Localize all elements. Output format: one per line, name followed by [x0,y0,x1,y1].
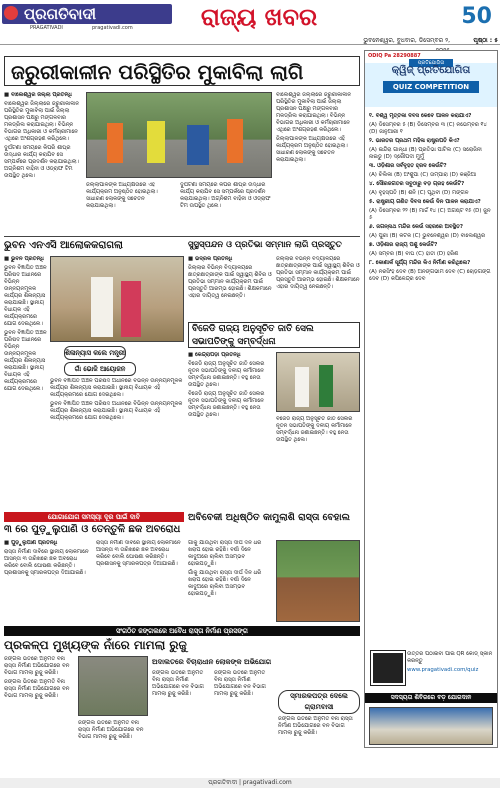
quiz-options[interactable]: (A) ଇନ୍ଦିରା ଗାନ୍ଧୀ (B) ପ୍ରତିଭା ପାଟିଲ (C) ସରୋଜିନୀ ନାଇଡୁ (D) ଦ୍ରୌପଦୀ ମୁର୍ମୁ [369,147,482,160]
lead-column-2 [86,182,176,232]
story7-column-4 [214,670,274,776]
story6-text-b: ଗାଁକୁ ଯାଉଥିବା ରାସ୍ତା ଦୀର୍ଘ ଦିନ ଧରି ଖରାପ ହୋଇ ରହିଛି। ବର୍ଷା ଦିନେ କାଦୁଅରେ ଚାଲିବା ଅସମ୍ଭବ ହୋଇପଡ଼ୁଛି। [188,570,262,597]
story3-column-1 [188,256,272,320]
brand-logo[interactable] [2,4,172,24]
story4-column-1 [188,352,272,506]
story3-headline: ସୁସ୍ଥସ୍ପନ୍ଦନ ଓ ପ୍ରତିଭା ସମ୍ମାନ ଲାଗି ପ୍ରସ୍ତୁତ [188,240,342,250]
brand-name: ପ୍ରଗତିବାଦୀ [24,5,97,23]
story7-text-d: ଜଙ୍ଗଲ ଭିତରେ ଅନୁମତି ବିନା ରାସ୍ତା ନିର୍ମାଣ ଅଭିଯୋଗରେ ବନ ବିଭାଗ ମାମଲା ରୁଜୁ କରିଛି। [152,670,204,697]
page-footer: ପ୍ରଗତିବାଦୀ | pragativadi.com [0,778,500,788]
story5-kicker: ଯୋଗାଯୋଗ ସମସ୍ୟା ଦୂର ପାଇଁ ଦାବି [4,512,184,522]
story7-subhead: ଅଦାଲତରେ ବିଚାରାଧୀନ ଲୋକଙ୍କ ଅଭିଯୋଗ [152,658,272,666]
quiz-title: କ୍ୱିଜ୍ ପ୍ରତିଯୋଗିତା [391,65,471,76]
quiz-question: ୩. ଓଡ଼ିଶାର ସର୍ବବୃହତ ହ୍ରଦ କେଉଁଟି? [369,163,447,169]
story5-column-2 [96,540,184,622]
banner-standee [187,125,209,165]
story7-headline: ପ୍ରକଳ୍ପ ମୁଖ୍ୟଙ୍କ ନାଁରେ ମାମଲା ରୁଜୁ [4,638,187,652]
story4-text-b: ବିଜେଡି ରାଜ୍ୟ ଅନୁସୂଚିତ ଜାତି ସେଲର ନୂତନ ସଭାପତିଙ୍କୁ ଦଳୀୟ କର୍ମୀମାନେ ସମ୍ବର୍ଦ୍ଧନା ଜଣାଇଛନ୍ତି। ବହୁ ନେତା ଉପସ୍ଥିତ ଥିଲେ। [188,391,265,418]
person-figure [91,277,113,337]
story3-text-b: ଜିଲ୍ଲାର ବିଭିନ୍ନ ବିଦ୍ୟାଳୟରେ ଛାତ୍ରଛାତ୍ରୀଙ୍କ ପାଇଁ ସ୍ୱାସ୍ଥ୍ୟ ଶିବିର ଓ ପ୍ରତିଭା ସମ୍ମାନ କାର୍ଯ୍ୟକ୍ରମ ପାଇଁ ପ୍ରସ୍ତୁତି ଆରମ୍ଭ ହୋଇଛି। ଶିକ୍ଷକମାନେ ଏହାର ଦାୟିତ୍ୱ ନେଇଛନ୍ତି। [276,256,360,290]
story4-text-c: ବିଜେଡି ରାଜ୍ୟ ଅନୁସୂଚିତ ଜାତି ସେଲର ନୂତନ ସଭାପତିଙ୍କୁ ଦଳୀୟ କର୍ମୀମାନେ ସମ୍ବର୍ଦ୍ଧନା ଜଣାଇଛନ୍ତି। ବହୁ ନେତା ଉପସ୍ଥିତ ଥିଲେ। [276,416,353,443]
story3-text: ଜିଲ୍ଲାର ବିଭିନ୍ନ ବିଦ୍ୟାଳୟରେ ଛାତ୍ରଛାତ୍ରୀଙ୍କ ପାଇଁ ସ୍ୱାସ୍ଥ୍ୟ ଶିବିର ଓ ପ୍ରତିଭା ସମ୍ମାନ କାର୍ଯ୍ୟକ୍ରମ ପାଇଁ ପ୍ରସ୍ତୁତି ଆରମ୍ଭ ହୋଇଛି। ଶିକ୍ଷକମାନେ ଏହାର ଦାୟିତ୍ୱ ନେଇଛନ୍ତି। [188,265,272,299]
quiz-question: ୭. ଓଡ଼ିଶାର ରାଜ୍ୟ ପଶୁ କେଉଁଟି? [369,242,438,248]
issue-date: ଭୁବନେଶ୍ୱର, ବୁଧବାର, ଡିସେମ୍ବର ୨, [363,37,450,44]
person-figure [319,365,333,407]
story4-headline: ବିଜେଡି ରାଜ୍ୟ ଅନୁସୂଚିତ ଜାତି ସେଲ ସଭାପତିଙ୍କୁ ସମ୍ବର୍ଦ୍ଧନା [188,322,360,348]
story3-byline: ■ ଭଦ୍ରକ ପ୍ରତିନିଧି [188,256,233,262]
quiz-question: ୪. ସୌରଜଗତର ସବୁଠାରୁ ବଡ଼ ଗ୍ରହ କେଉଁଟି? [369,181,465,187]
anniversary-badge: 50 [461,4,492,29]
story2-pill-2: ଗାଁ ଭୋଜି ଆୟୋଜନ [64,362,136,376]
story5-byline: ■ ପୁଡ଼ୁଲୁପାଣି ପ୍ରତିନିଧି [4,540,58,546]
story3-column-2 [276,256,360,320]
rescue-worker-figure [227,119,243,163]
quiz-cta: ଉତ୍ତର ପଠାଇବା ପାଇଁ QR କୋଡ୍ ସ୍କାନ କରନ୍ତୁ [407,651,493,664]
quiz-cta-box [407,651,493,681]
quiz-options[interactable]: (A) ସମ୍ବର (B) ବାଘ (C) ହାତୀ (D) ହରିଣ [369,251,459,257]
story4-byline: ■ କେନ୍ଦ୍ରାପଡ଼ା ପ୍ରତିନିଧି [188,352,241,358]
quiz-label: QUIZ COMPETITION [383,81,479,93]
quiz-options[interactable]: (A) ପୁରୀ (B) କଟକ (C) ଭୁବନେଶ୍ୱର (D) ବାଲେଶ୍ୱର [369,233,486,239]
story2-text-c: ଭୁବନ ବିଜ୍ଞାପିତ ଅଞ୍ଚଳ ପରିଷଦ ଅଧୀନରେ ବିଭିନ୍ନ ଉନ୍ନୟନମୂଳକ କାର୍ଯ୍ୟର ଶିଳାନ୍ୟାସ କରାଯାଇଛି। ସ୍ଥାନୀୟ ବିଧାୟକ ଏହି କାର୍ଯ୍ୟକ୍ରମରେ ଯୋଗ ଦେଇଥିଲେ। [50,378,183,398]
story5-text: ରାସ୍ତା ନିର୍ମାଣ ଦାବିରେ ସ୍ଥାନୀୟ ଲୋକମାନେ ଆସନ୍ତା ୩ ତାରିଖରେ ଛକ ଅବରୋଧ କରିବେ ବୋଲି ଘୋଷଣା କରିଛନ୍ତି। ପ୍ରଶାସନକୁ ସ୍ମାରକପତ୍ର ଦିଆଯାଇଛି। [4,549,89,576]
story7-column-5 [278,716,360,776]
story2-text-b: ଭୁବନ ବିଜ୍ଞାପିତ ଅଞ୍ଚଳ ପରିଷଦ ଅଧୀନରେ ବିଭିନ୍ନ ଉନ୍ନୟନମୂଳକ କାର୍ଯ୍ୟର ଶିଳାନ୍ୟାସ କରାଯାଇଛି। ସ୍ଥାନୀୟ ବିଧାୟକ ଏହି କାର୍ଯ୍ୟକ୍ରମରେ ଯୋଗ ଦେଇଥିଲେ। [4,330,47,392]
quiz-bottom-banner: ସଦସ୍ୟତା ଶିବିରରେ ବଡ଼ ଯୋଗଦାନ [365,693,497,703]
lead-text-2: ଦୁର୍ଘଟଣା ସମୟରେ କିପରି ଶୀଘ୍ର ଉଦ୍ଧାର କାର୍ଯ୍ୟ କରାଯିବ ସେ ସମ୍ପର୍କରେ ପ୍ରଦର୍ଶନ କରାଯାଇଥିଲା। ଅଗ୍ନିଶମ ବାହିନୀ ଓ ଓଡ୍ରାଫ ଟିମ ଉପସ୍ଥିତ ଥିଲେ। [4,145,79,179]
story7-photo [78,656,148,716]
story7-kicker: ସଂଗଠିତ ଜଙ୍ଗଲରେ ଅବୈଧ ରାସ୍ତା ନିର୍ମାଣ ପ୍ରସଙ୍ଗ [4,626,360,636]
brand-logo-icon [4,6,18,20]
quiz-questions [369,113,495,583]
story7-column-2 [78,720,148,776]
story2-text-d: ଭୁବନ ବିଜ୍ଞାପିତ ଅଞ୍ଚଳ ପରିଷଦ ଅଧୀନରେ ବିଭିନ୍ନ ଉନ୍ନୟନମୂଳକ କାର୍ଯ୍ୟର ଶିଳାନ୍ୟାସ କରାଯାଇଛି। ସ୍ଥାନୀୟ ବିଧାୟକ ଏହି କାର୍ଯ୍ୟକ୍ରମରେ ଯୋଗ ଦେଇଥିଲେ। [50,401,183,421]
lead-text-1b: ବାଲେଶ୍ୱର ଜିଲ୍ଲାରେ ଜରୁରୀକାଳୀନ ପରିସ୍ଥିତିର ମୁକାବିଲା ପାଇଁ ଜିଲ୍ଲା ପ୍ରଶାସନ ପକ୍ଷରୁ ମଙ୍ଗଳବାର ମକଡ୍ରିଲ କରାଯାଇଥିଲା। ବିଭିନ୍ନ ବିଭାଗର ଅଧିକାରୀ ଓ କର୍ମଚାରୀମାନେ ଏଥିରେ ଅଂଶଗ୍ରହଣ କରିଥିଲେ। [276,92,351,133]
story5-text-b: ରାସ୍ତା ନିର୍ମାଣ ଦାବିରେ ସ୍ଥାନୀୟ ଲୋକମାନେ ଆସନ୍ତା ୩ ତାରିଖରେ ଛକ ଅବରୋଧ କରିବେ ବୋଲି ଘୋଷଣା କରିଛନ୍ତି। ପ୍ରଶାସନକୁ ସ୍ମାରକପତ୍ର ଦିଆଯାଇଛି। [96,540,181,567]
lead-column-1 [4,92,82,232]
lead-text-1: ବାଲେଶ୍ୱର ଜିଲ୍ଲାରେ ଜରୁରୀକାଳୀନ ପରିସ୍ଥିତିର ମୁକାବିଲା ପାଇଁ ଜିଲ୍ଲା ପ୍ରଶାସନ ପକ୍ଷରୁ ମଙ୍ଗଳବାର ମକଡ୍ରିଲ କରାଯାଇଥିଲା। ବିଭିନ୍ନ ବିଭାଗର ଅଧିକାରୀ ଓ କର୍ମଚାରୀମାନେ ଏଥିରେ ଅଂଶଗ୍ରହଣ କରିଥିଲେ। [4,101,79,142]
story2-byline: ■ ଭୁବନ ପ୍ରତିନିଧି [4,256,44,262]
quiz-code: ODIQ Pa 28290887 [368,53,421,59]
story7-text-c: ଜଙ୍ଗଲ ଭିତରେ ଅନୁମତି ବିନା ରାସ୍ତା ନିର୍ମାଣ ଅଭିଯୋଗରେ ବନ ବିଭାଗ ମାମଲା ରୁଜୁ କରିଛି। [78,720,144,740]
lead-text-3b: ଜିଲ୍ଲାପାଳଙ୍କ ଅଧ୍ୟକ୍ଷତାରେ ଏହି କାର୍ଯ୍ୟକ୍ରମ ଅନୁଷ୍ଠିତ ହୋଇଥିଲା। ସାଧାରଣ ଲୋକଙ୍କୁ ସଚେତନ କରାଯାଇଥିଲା। [276,136,348,163]
quiz-options[interactable]: (A) ବୃହସ୍ପତି (B) ଶନି (C) ପୃଥିବୀ (D) ମଙ୍ଗଳ [369,190,469,196]
info-bar [0,36,500,46]
quiz-bottom-photo [369,707,493,745]
quiz-options[interactable]: (A) ଡିସେମ୍ବର ୨୨ (B) ମାର୍ଚ୍ଚ ୧୪ (C) ଅଗଷ୍ଟ ୧୫ (D) ଜୁନ ୫ [369,208,491,221]
lead-byline: ■ ବାଲେଶ୍ୱର ଜିଲ୍ଲା ପ୍ରତିନିଧି [4,92,72,98]
lead-column-4 [276,92,360,232]
quiz-question: ୬. ଜଗନ୍ନାଥ ମନ୍ଦିର କେଉଁ ସହରରେ ଅବସ୍ଥିତ? [369,224,463,230]
story7-column-3 [152,670,212,776]
story4-text: ବିଜେଡି ରାଜ୍ୟ ଅନୁସୂଚିତ ଜାତି ସେଲର ନୂତନ ସଭାପତିଙ୍କୁ ଦଳୀୟ କର୍ମୀମାନେ ସମ୍ବର୍ଦ୍ଧନା ଜଣାଇଛନ୍ତି। ବହୁ ନେତା ଉପସ୍ଥିତ ଥିଲେ। [188,361,265,388]
lead-photo [86,92,272,178]
story2-headline: ଭୁବନ ଏନଏସି ଆଲୋକକରାଗଲା [4,240,123,251]
story7-text: ଜଙ୍ଗଲ ଭିତରେ ଅନୁମତି ବିନା ରାସ୍ତା ନିର୍ମାଣ ଅଭିଯୋଗରେ ବନ ବିଭାଗ ମାମଲା ରୁଜୁ କରିଛି। [4,656,70,676]
section-title: ରାଜ୍ୟ ଖବର [200,3,318,31]
brand-english: PRAGATIVADI [30,25,63,31]
story4-photo [276,352,360,412]
lead-text-2b: ଦୁର୍ଘଟଣା ସମୟରେ କିପରି ଶୀଘ୍ର ଉଦ୍ଧାର କାର୍ଯ୍ୟ କରାଯିବ ସେ ସମ୍ପର୍କରେ ପ୍ରଦର୍ଶନ କରାଯାଇଥିଲା। ଅଗ୍ନିଶମ ବାହିନୀ ଓ ଓଡ୍ରାଫ ଟିମ ଉପସ୍ଥିତ ଥିଲେ। [180,182,271,209]
lead-text-3: ଜିଲ୍ଲାପାଳଙ୍କ ଅଧ୍ୟକ୍ଷତାରେ ଏହି କାର୍ଯ୍ୟକ୍ରମ ଅନୁଷ୍ଠିତ ହୋଇଥିଲା। ସାଧାରଣ ଲୋକଙ୍କୁ ସଚେତନ କରାଯାଇଥିଲା। [86,182,158,209]
story4-column-2 [276,416,360,506]
quiz-options[interactable]: (A) ନରସିଂହ ଦେବ (B) ଅନଙ୍ଗଭୀମ ଦେବ (C) ଚୋଡ଼ଗଙ୍ଗ ଦେବ (D) କପିଳେନ୍ଦ୍ର ଦେବ [369,269,491,282]
story2-column-2 [50,378,184,506]
story7-pill: ସ୍ମାରକପତ୍ର ଦେଲେ ଗ୍ରାମବାସୀ [278,690,360,714]
lead-headline: ଜରୁରୀକାଳୀନ ପରିସ୍ଥିତିର ମୁକାବିଲା ଲାଗି [4,56,360,86]
story5-column-1 [4,540,92,622]
story5-headline: ୩ ରେ ପୁଡ଼ୁଲୁପାଣି ଓ ତେନ୍ତୁଳି ଛକ ଅବରୋଧ [4,524,181,535]
quiz-kicker: ପ୍ରତିଯୋଗିତା [409,59,453,67]
story7-text-e: ଜଙ୍ଗଲ ଭିତରେ ଅନୁମତି ବିନା ରାସ୍ତା ନିର୍ମାଣ ଅଭିଯୋଗରେ ବନ ବିଭାଗ ମାମଲା ରୁଜୁ କରିଛି। [214,670,266,697]
person-figure [295,367,309,407]
story7-text-f: ଜଙ୍ଗଲ ଭିତରେ ଅନୁମତି ବିନା ରାସ୍ତା ନିର୍ମାଣ ଅଭିଯୋଗରେ ବନ ବିଭାଗ ମାମଲା ରୁଜୁ କରିଛି। [278,716,353,736]
story6-text: ଗାଁକୁ ଯାଉଥିବା ରାସ୍ତା ଦୀର୍ଘ ଦିନ ଧରି ଖରାପ ହୋଇ ରହିଛି। ବର୍ଷା ଦିନେ କାଦୁଅରେ ଚାଲିବା ଅସମ୍ଭବ ହୋଇପଡ଼ୁଛି। [188,540,262,567]
story6-column-1 [188,540,272,622]
quiz-options[interactable]: (A) ଡିସେମ୍ବର ୫ (B) ଡିସେମ୍ବର ୩ (C) ନଭେମ୍ବର ୧୪ (D) ଜାନୁଆରୀ ୧ [369,122,487,135]
quiz-question: ୫. ରାଷ୍ଟ୍ରୀୟ ଗଣିତ ଦିବସ କେଉଁ ଦିନ ପାଳନ କରାଯାଏ? [369,199,481,205]
story2-column-1 [4,256,48,506]
story2-pill-1: ଶିଳାନ୍ୟାସ କଲେ ମନ୍ତ୍ରୀ [64,346,126,360]
brand-tagline[interactable]: pragativadi.com [92,25,133,31]
quiz-url[interactable]: www.pragativadi.com/quiz [407,667,479,673]
story6-photo [276,540,360,622]
quiz-panel [364,50,498,748]
rescue-worker-figure [107,123,123,163]
person-figure [121,281,141,337]
divider [4,236,360,237]
story2-photo [50,256,184,342]
quiz-question: ୧. ବିଶ୍ୱ ମୃତ୍ତିକା ଦିବସ କେବେ ପାଳନ କରାଯାଏ? [369,113,472,119]
rescue-worker-figure [147,121,165,163]
story7-text-b: ଜଙ୍ଗଲ ଭିତରେ ଅନୁମତି ବିନା ରାସ୍ତା ନିର୍ମାଣ ଅଭିଯୋଗରେ ବନ ବିଭାଗ ମାମଲା ରୁଜୁ କରିଛି। [4,679,70,699]
story2-text: ଭୁବନ ବିଜ୍ଞାପିତ ଅଞ୍ଚଳ ପରିଷଦ ଅଧୀନରେ ବିଭିନ୍ନ ଉନ୍ନୟନମୂଳକ କାର୍ଯ୍ୟର ଶିଳାନ୍ୟାସ କରାଯାଇଛି। ସ୍ଥାନୀୟ ବିଧାୟକ ଏହି କାର୍ଯ୍ୟକ୍ରମରେ ଯୋଗ ଦେଇଥିଲେ। [4,265,47,327]
lead-column-3 [180,182,272,232]
story7-column-1 [4,656,74,776]
page-number: ପୃଷ୍ଠା : ୫ [473,37,498,44]
quiz-options[interactable]: (A) ଚିଲିକା (B) ଅଂଶୁପା (C) ତାମ୍ପାରା (D) କଞ୍ଜିଆ [369,172,476,178]
story6-headline: ଅବିବେକୀ ଅଧିଷ୍ଠିତ କାମୁଲାଶି ରାସ୍ତା ବେହାଲ [188,512,350,523]
quiz-question: ୮. କୋଣାର୍କ ସୂର୍ଯ୍ୟ ମନ୍ଦିର କିଏ ନିର୍ମାଣ କରିଥିଲେ? [369,260,471,266]
qr-code-icon[interactable] [371,651,405,685]
quiz-question: ୨. ଭାରତର ପ୍ରଥମ ମହିଳା ରାଷ୍ଟ୍ରପତି କିଏ? [369,138,460,144]
